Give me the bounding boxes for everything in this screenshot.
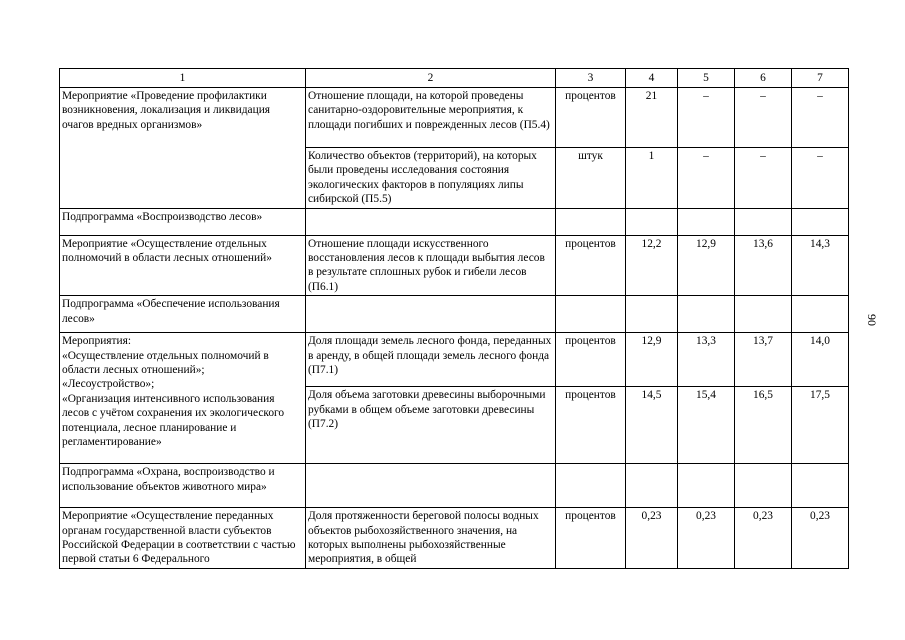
page-number: 90 xyxy=(865,314,879,326)
value-cell: – xyxy=(678,148,735,209)
indicator-name: Отношение площади, на которой проведены санитарно-оздоровительные мероприятия, к площади погибших и поврежденных лесов (П5.4) xyxy=(306,88,556,148)
value-cell: 14,5 xyxy=(626,387,678,464)
value-cell: 0,23 xyxy=(626,508,678,569)
indicator-name: Доля протяженности береговой полосы водных объектов рыбохозяйственного значения, на которых выполнены рыбохозяйственные мероприятия, в общей xyxy=(306,508,556,569)
table-row xyxy=(60,333,849,387)
subprogram-title: Подпрограмма «Воспроизводство лесов» xyxy=(60,208,306,235)
indicators-table xyxy=(59,68,849,569)
activity-cell: Мероприятие «Осуществление переданных органам государственной власти субъектов Российской Федерации в соответствии с частью первой статьи 6 Федерального xyxy=(60,508,306,569)
value-cell: 13,7 xyxy=(735,333,792,387)
value-cell: 1 xyxy=(626,148,678,209)
header-row xyxy=(60,69,849,88)
subprogram-row xyxy=(60,208,849,235)
unit-cell: штук xyxy=(556,148,626,209)
value-cell: 13,3 xyxy=(678,333,735,387)
subprogram-row xyxy=(60,296,849,333)
value-cell: 12,9 xyxy=(626,333,678,387)
activity-cell: Мероприятие «Проведение профилактики возникновения, локализация и ликвидация очагов вредных организмов» xyxy=(60,88,306,209)
column-header: 5 xyxy=(678,69,735,88)
table-row xyxy=(60,88,849,148)
value-cell: 14,0 xyxy=(792,333,849,387)
indicator-name: Доля площади земель лесного фонда, переданных в аренду, в общей площади земель лесного фонда (П7.1) xyxy=(306,333,556,387)
value-cell: 12,2 xyxy=(626,235,678,296)
indicator-name: Количество объектов (территорий), на которых были проведены исследования состояния экологических факторов в популяциях липы сибирской (П5.5) xyxy=(306,148,556,209)
value-cell: 15,4 xyxy=(678,387,735,464)
unit-cell: процентов xyxy=(556,235,626,296)
column-header: 1 xyxy=(60,69,306,88)
value-cell: 16,5 xyxy=(735,387,792,464)
activity-cell: Мероприятие «Осуществление отдельных полномочий в области лесных отношений» xyxy=(60,235,306,296)
table-row xyxy=(60,235,849,296)
column-header: 3 xyxy=(556,69,626,88)
column-header: 7 xyxy=(792,69,849,88)
value-cell: 12,9 xyxy=(678,235,735,296)
unit-cell: процентов xyxy=(556,387,626,464)
indicator-name: Отношение площади искусственного восстановления лесов к площади выбытия лесов в результате сплошных рубок и гибели лесов (П6.1) xyxy=(306,235,556,296)
indicator-name: Доля объема заготовки древесины выборочными рубками в общем объеме заготовки древесины (П7.2) xyxy=(306,387,556,464)
value-cell: – xyxy=(792,88,849,148)
subprogram-title: Подпрограмма «Охрана, воспроизводство и использование объектов животного мира» xyxy=(60,464,306,508)
value-cell: – xyxy=(792,148,849,209)
value-cell: 0,23 xyxy=(735,508,792,569)
column-header: 4 xyxy=(626,69,678,88)
value-cell: 17,5 xyxy=(792,387,849,464)
value-cell: 0,23 xyxy=(792,508,849,569)
table-row xyxy=(60,508,849,569)
unit-cell: процентов xyxy=(556,88,626,148)
value-cell: 0,23 xyxy=(678,508,735,569)
column-header: 2 xyxy=(306,69,556,88)
value-cell: 14,3 xyxy=(792,235,849,296)
value-cell: – xyxy=(735,88,792,148)
value-cell: 21 xyxy=(626,88,678,148)
column-header: 6 xyxy=(735,69,792,88)
value-cell: – xyxy=(678,88,735,148)
unit-cell: процентов xyxy=(556,508,626,569)
subprogram-row xyxy=(60,464,849,508)
subprogram-title: Подпрограмма «Обеспечение использования лесов» xyxy=(60,296,306,333)
value-cell: – xyxy=(735,148,792,209)
unit-cell: процентов xyxy=(556,333,626,387)
value-cell: 13,6 xyxy=(735,235,792,296)
activity-cell: Мероприятия: «Осуществление отдельных полномочий в области лесных отношений»; «Лесоустройство»; «Организация интенсивного использования лесов с учётом сохранения их экологического потенциала, лесное планирование и регламентирование» xyxy=(60,333,306,464)
